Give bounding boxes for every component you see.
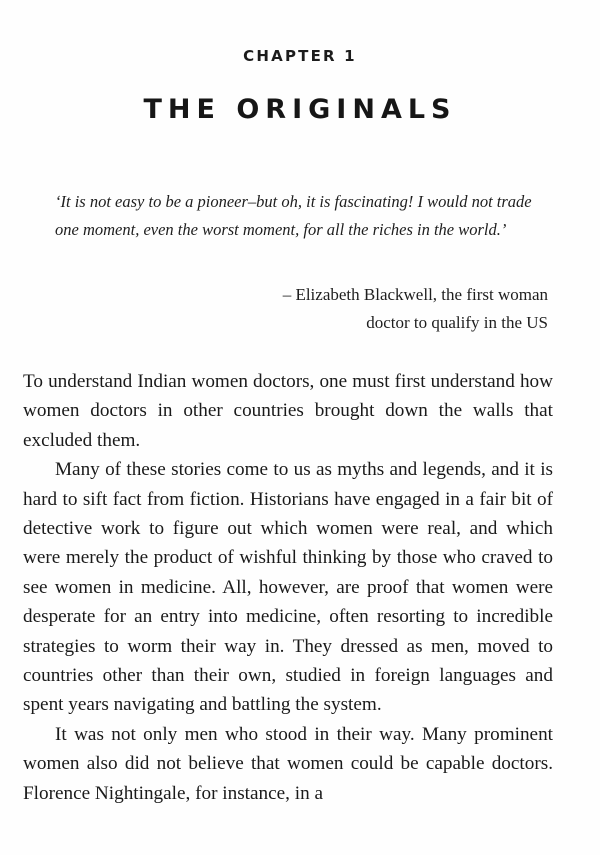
chapter-title: THE ORIGINALS (143, 94, 457, 125)
attribution-line-1: – Elizabeth Blackwell, the first woman (282, 285, 548, 304)
chapter-number: CHAPTER 1 (243, 47, 357, 65)
chapter-body (23, 367, 553, 808)
paragraph-1: To understand Indian women doctors, one must first understand how women doctors in other countries brought down the walls that excluded them. (23, 371, 553, 451)
epigraph-attribution (283, 281, 548, 337)
paragraph-2: Many of these stories come to us as myths and legends, and it is hard to sift fact from fiction. Historians have engaged in a fair bit of detective work to figure out which women were real, and which were merely the product of wishful thinking by those who craved to see women in medicine. All, however, are proof that women were desperate for an entry into medicine, often resorting to incredible strategies to worm their way in. They dressed as men, moved to countries other than their own, studied in foreign languages and spent years navigating and battling the system. (23, 459, 553, 716)
epigraph-quote: ‘It is not easy to be a pioneer–but oh, it is fascinating! I would not trade one moment, even the worst moment, for all the riches in the world.’ (55, 192, 532, 239)
attribution-line-2: doctor to qualify in the US (366, 313, 548, 332)
paragraph-3: It was not only men who stood in their way. Many prominent women also did not believe that women could be capable doctors. Florence Nightingale, for instance, in a (23, 723, 553, 804)
